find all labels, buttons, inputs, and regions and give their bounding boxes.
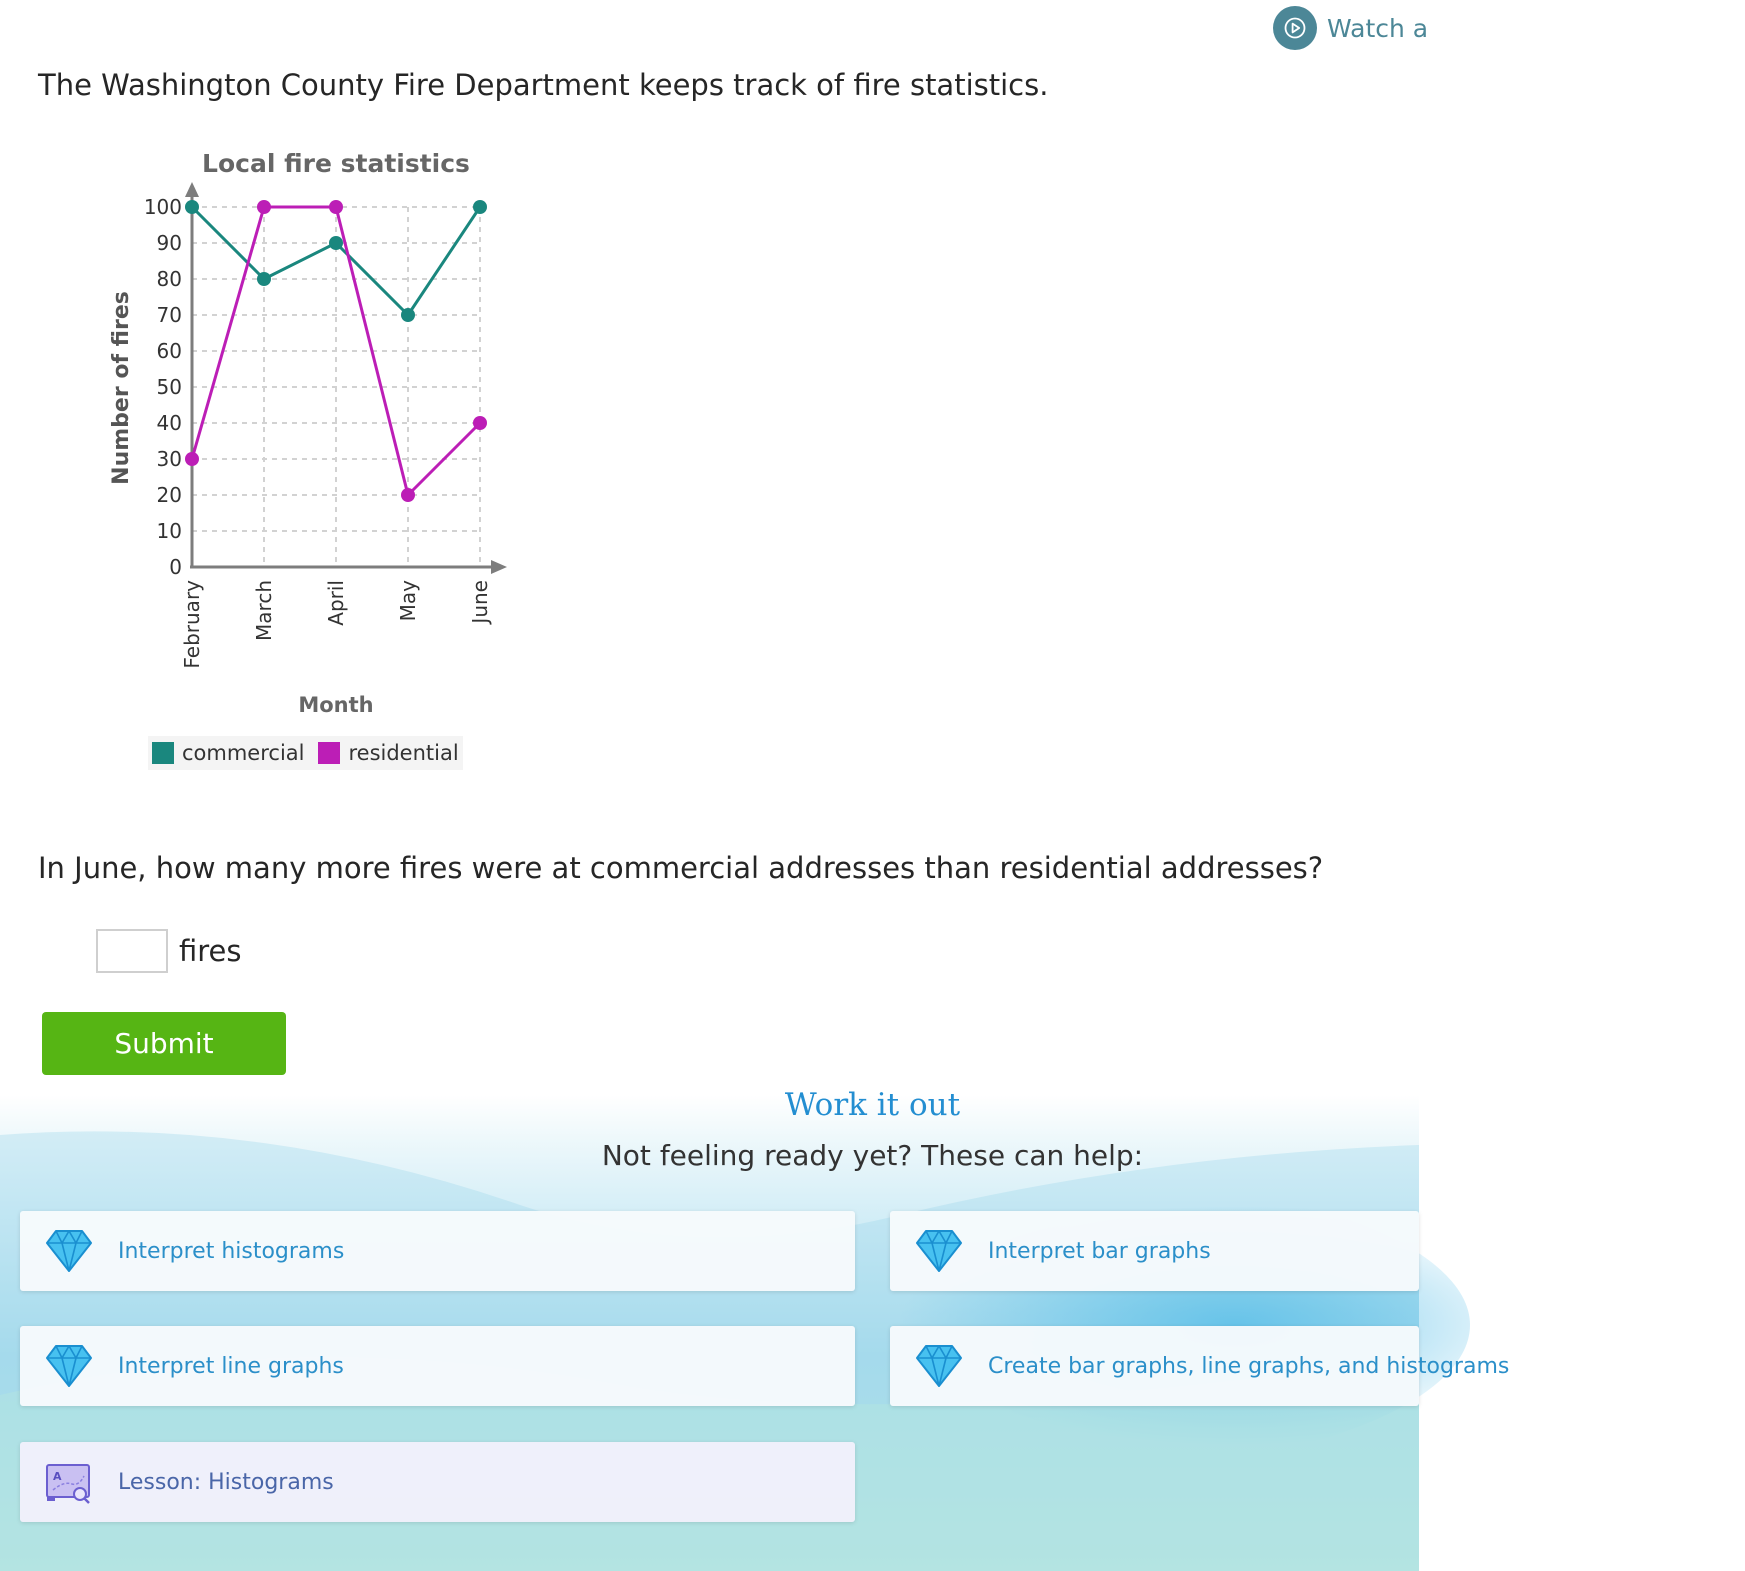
lesson-icon [44, 1459, 94, 1505]
watch-video-label: Watch a [1327, 13, 1429, 43]
diamond-icon [914, 1343, 964, 1389]
answer-unit: fires [179, 934, 242, 968]
x-tick-label: April [324, 580, 348, 626]
legend-commercial [152, 741, 304, 765]
answer-row [96, 929, 242, 973]
work-it-out-title: Work it out [784, 1087, 961, 1123]
watch-video-link[interactable] [1273, 6, 1428, 50]
residential-data-point [329, 200, 343, 214]
legend-residential [318, 741, 458, 765]
lesson-card-histograms[interactable] [20, 1442, 855, 1522]
commercial-data-point [401, 308, 415, 322]
submit-button[interactable]: Submit [42, 1012, 286, 1075]
skill-card-interpret-histograms[interactable] [20, 1211, 855, 1291]
residential-data-point [473, 416, 487, 430]
diamond-icon [44, 1228, 94, 1274]
x-tick-label: February [180, 580, 204, 669]
y-axis-label: Number of fires [109, 291, 134, 485]
commercial-data-point [257, 272, 271, 286]
skill-card-label: Interpret bar graphs [988, 1238, 1211, 1264]
x-tick-label: May [396, 580, 420, 622]
y-tick-label: 80 [156, 267, 182, 291]
svg-text:A: A [53, 1470, 62, 1483]
y-tick-label: 100 [143, 195, 182, 219]
y-tick-label: 0 [169, 555, 182, 579]
commercial-data-point [473, 200, 487, 214]
line-chart [90, 130, 520, 730]
y-tick-label: 30 [156, 447, 182, 471]
chart-title: Local fire statistics [202, 149, 470, 178]
commercial-data-point [329, 236, 343, 250]
skill-card-label: Create bar graphs, line graphs, and histograms [988, 1353, 1510, 1379]
x-tick-label: March [252, 580, 276, 641]
skill-card-interpret-bar-graphs[interactable] [890, 1211, 1419, 1291]
y-axis-arrow [185, 182, 199, 197]
x-axis-arrow [491, 560, 507, 574]
residential-data-point [401, 488, 415, 502]
y-tick-label: 10 [156, 519, 182, 543]
residential-data-point [257, 200, 271, 214]
x-axis-label: Month [298, 693, 374, 717]
answer-input[interactable] [96, 929, 168, 973]
help-subtitle: Not feeling ready yet? These can help: [601, 1139, 1144, 1172]
chart-legend [148, 736, 463, 770]
x-tick-label: June [468, 580, 492, 624]
legend-commercial-label: commercial [182, 741, 305, 765]
skill-card-create-graphs[interactable] [890, 1326, 1510, 1406]
diamond-icon [44, 1343, 94, 1389]
question-text: In June, how many more fires were at commercial addresses than residential addresses? [38, 851, 1324, 885]
play-icon [1273, 6, 1317, 50]
skill-card-label: Interpret histograms [118, 1238, 345, 1264]
y-tick-label: 20 [156, 483, 182, 507]
y-tick-label: 40 [156, 411, 182, 435]
legend-residential-swatch [318, 742, 340, 764]
intro-text: The Washington County Fire Department keeps track of fire statistics. [38, 68, 1049, 102]
lesson-card-label: Lesson: Histograms [118, 1469, 334, 1495]
y-tick-label: 60 [156, 339, 182, 363]
y-tick-label: 90 [156, 231, 182, 255]
skill-card-label: Interpret line graphs [118, 1353, 344, 1379]
commercial-data-point [185, 200, 199, 214]
y-tick-label: 70 [156, 303, 182, 327]
y-tick-label: 50 [156, 375, 182, 399]
legend-commercial-swatch [152, 742, 174, 764]
diamond-icon [914, 1228, 964, 1274]
skill-card-interpret-line-graphs[interactable] [20, 1326, 855, 1406]
residential-data-point [185, 452, 199, 466]
legend-residential-label: residential [348, 741, 459, 765]
